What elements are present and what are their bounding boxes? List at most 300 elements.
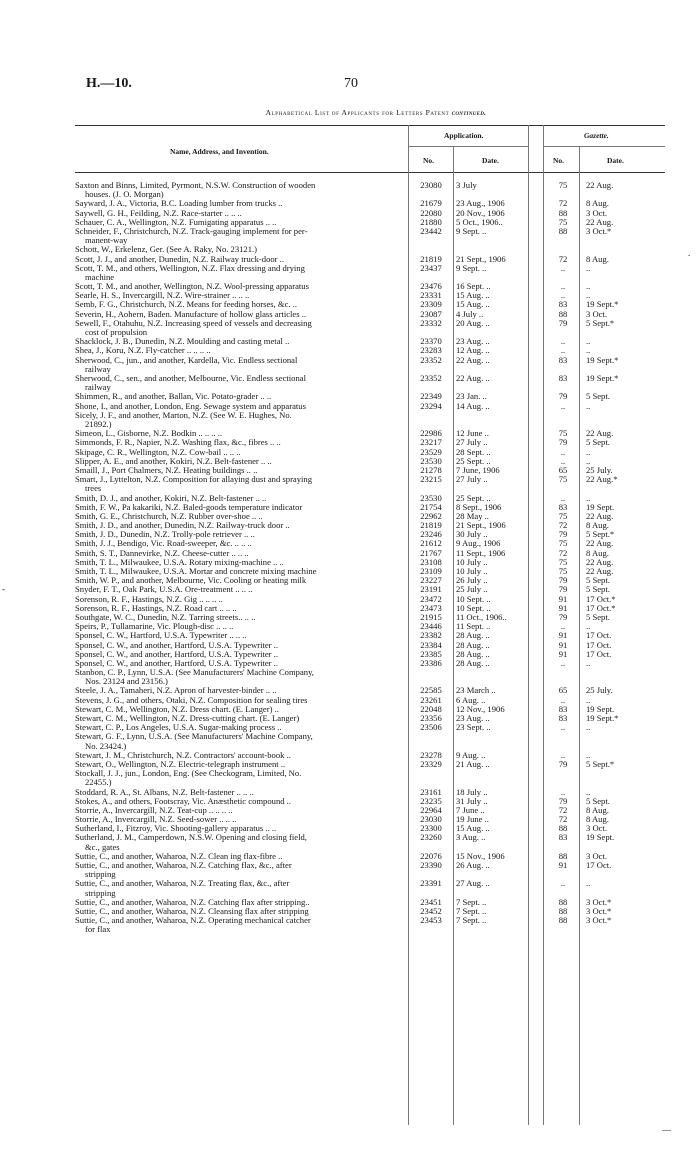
applicant-line: Sorenson, R. F., Hastings, N.Z. Gig .. .. .. .. (75, 593, 223, 604)
application-date: 15 Aug. .. (456, 823, 490, 834)
gazette-date: .. (586, 878, 591, 889)
table-row (0, 227, 700, 245)
application-date: 9 Sept. .. (456, 225, 487, 236)
application-date: 23 Jan. .. (456, 391, 487, 402)
gazette-date: 5 Sept.* (586, 529, 615, 540)
margin-mark: - (2, 584, 5, 594)
applicant-line: Shimmen, R., and another, Ballan, Vic. Potato-grader .. .. (75, 391, 272, 402)
application-rule (408, 146, 528, 147)
gazette-date: .. (586, 336, 591, 347)
gazette-date: .. (586, 345, 591, 356)
applicant-line-continued: Nos. 23124 and 23156.) (85, 676, 168, 687)
gazette-date: .. (586, 492, 591, 503)
gazette-number: 83 (558, 299, 568, 310)
applicant-line-continued: 22455.) (85, 777, 112, 788)
application-number: 23451 (420, 896, 442, 907)
application-number: 23217 (420, 437, 442, 448)
gazette-date: 19 Sept. (586, 832, 615, 843)
applicant-line: Smith, T. L., Milwaukee, U.S.A. Mortar and concrete mixing machine (75, 566, 317, 576)
application-date: 10 July .. (456, 556, 488, 567)
applicant-line: Stewart, O., Wellington, N.Z. Electric-telegraph instrument .. (75, 758, 286, 769)
application-date: 27 July .. (456, 474, 488, 485)
gazette-number: 75 (558, 510, 568, 521)
gazette-date: 3 Oct. (586, 207, 608, 218)
application-date: 25 July .. (456, 584, 488, 595)
gazette-date: 5 Sept. (586, 795, 610, 806)
gazette-date: 8 Aug. (586, 253, 609, 264)
application-number: 23030 (420, 814, 442, 825)
application-number: 22080 (420, 207, 442, 218)
application-number: 23161 (420, 786, 442, 797)
gazette-number: 88 (558, 850, 568, 861)
gazette-number: 75 (558, 216, 568, 227)
gazette-number: 79 (558, 317, 568, 328)
gazette-number: 83 (558, 713, 568, 724)
applicant-line-continued: houses. (J. O. Morgan) (85, 189, 164, 200)
application-date: 19 June .. (456, 814, 489, 825)
gazette-number: .. (560, 657, 566, 668)
application-date: 21 Sept., 1906 (456, 520, 506, 531)
gazette-number: 79 (558, 758, 568, 769)
applicant-line: Sewell, F., Otahuhu, N.Z. Increasing speed of vessels and decreasing (75, 317, 312, 328)
page-header (86, 76, 626, 94)
gazette-number: .. (560, 786, 566, 797)
application-date: 28 Aug. .. (456, 648, 490, 659)
applicant-line: Sherwood, C., sen., and another, Melbourne, Vic. Endless sectional (75, 373, 306, 384)
application-number: 23385 (420, 648, 442, 659)
applicant-line-continued: stripping (85, 869, 116, 880)
gazette-date: 17 Oct. (586, 648, 612, 659)
gazette-number: .. (560, 290, 566, 301)
gazette-number: 79 (558, 611, 568, 622)
gazette-number: 88 (558, 915, 568, 926)
application-number: 23382 (420, 630, 442, 641)
gazette-number: 75 (558, 474, 568, 485)
application-date: 26 Aug. .. (456, 860, 490, 871)
applicant-line: Searle, H. S., Invercargill, N.Z. Wire-strainer .. .. .. (75, 290, 250, 301)
gazette-date: 3 Oct.* (586, 896, 612, 907)
applicant-entry (75, 181, 403, 199)
application-number: 23329 (420, 758, 442, 769)
header-top-rule (75, 125, 665, 126)
gazette-date: 8 Aug. (586, 198, 609, 209)
applicant-line-continued: railway (85, 363, 111, 374)
gazette-date: 5 Sept.* (586, 317, 615, 328)
column-gazette: Gazette. (584, 131, 609, 140)
application-number: 23283 (420, 345, 442, 356)
table-row (0, 356, 700, 374)
gazette-number: 83 (558, 703, 568, 714)
page-title (86, 108, 666, 117)
gazette-date: 8 Aug. (586, 547, 609, 558)
application-number: 21915 (420, 611, 442, 622)
applicant-line: Simeon, L., Gisborne, N.Z. Bodkin .. .. .. .. (75, 428, 223, 439)
gazette-date: 22 Aug. (586, 180, 614, 190)
table-row (0, 264, 700, 282)
application-number: 23294 (420, 400, 442, 411)
applicant-line: Storrie, A., Invercargill, N.Z. Seed-sower .. .. .. (75, 814, 237, 825)
application-number: 23108 (420, 556, 442, 567)
applicant-line: Stokes, A., and others, Footscray, Vic. Anæsthetic compound .. (75, 795, 291, 806)
application-date: 23 Sept. .. (456, 722, 491, 733)
gazette-number: .. (560, 262, 566, 273)
applicant-line: Smith, F. W., Pa kakariki, N.Z. Baled-goods temperature indicator (75, 501, 303, 512)
application-date: 27 July .. (456, 437, 488, 448)
gazette-number: 91 (558, 602, 568, 613)
gazette-number: .. (560, 345, 566, 356)
gazette-date: 25 July. (586, 464, 613, 475)
application-number: 23087 (420, 308, 442, 319)
table-row (0, 374, 700, 392)
gazette-number: 83 (558, 373, 568, 384)
applicant-line: Smith, D. J., and another, Kokiri, N.Z. Belt-fastener .. .. (75, 492, 267, 503)
application-number: 23390 (420, 860, 442, 871)
application-date: 7 Sept. .. (456, 915, 487, 926)
gazette-date: 22 Aug. (586, 510, 614, 521)
applicant-entry (75, 475, 403, 493)
application-date: 11 Sept., 1906 (456, 547, 506, 558)
applicant-line: Sponsel, C. W., and another, Hartford, U.S.A. Typewriter .. (75, 657, 278, 668)
gazette-number: 88 (558, 207, 568, 218)
applicant-line: Sponsel, C. W., and another, Hartford, U.S.A. Typewriter .. (75, 639, 278, 650)
title-text: Alphabetical List of Applicants for Letters Patent (265, 108, 450, 117)
gazette-number: 91 (558, 639, 568, 650)
applicant-line: Suttie, C., and another, Waharoa, N.Z. Treating flax, &c., after (75, 878, 290, 889)
gazette-number: .. (560, 446, 566, 457)
application-number: 21754 (420, 501, 442, 512)
application-number: 23476 (420, 281, 442, 292)
gazette-date: 19 Sept. (586, 703, 615, 714)
application-number: 23261 (420, 694, 442, 705)
applicant-line-continued: &c., gates (85, 841, 120, 852)
application-number: 21767 (420, 547, 442, 558)
gazette-number: 75 (558, 428, 568, 439)
applicant-line: Stockall, J. J., jun., London, Eng. (See Checkogram, Limited, No. (75, 768, 302, 779)
applicant-line: Sherwood, C., jun., and another, Kardella, Vic. Endless sectional (75, 354, 298, 365)
application-date: 7 Sept. .. (456, 906, 487, 917)
gazette-number: 72 (558, 253, 568, 264)
application-number: 21612 (420, 538, 442, 549)
application-date: 15 Aug. .. (456, 299, 490, 310)
gazette-number: .. (560, 400, 566, 411)
table-row (0, 732, 700, 750)
application-number: 23452 (420, 906, 442, 917)
applicant-line: Scott, T. M., and others, Wellington, N.Z. Flax dressing and drying (75, 262, 305, 273)
gazette-number: 91 (558, 630, 568, 641)
application-date: 23 Aug. .. (456, 336, 490, 347)
document-reference: H.—10. (86, 76, 132, 91)
gazette-number: 88 (558, 896, 568, 907)
applicant-line-continued: railway (85, 382, 111, 393)
gazette-date: 19 Sept.* (586, 354, 619, 365)
application-number: 23352 (420, 373, 442, 384)
application-date: 10 Sept. .. (456, 593, 491, 604)
applicant-line: Suttie, C., and another, Waharoa, N.Z. Clean ing flax-fibre .. (75, 850, 283, 861)
application-number: 21880 (420, 216, 442, 227)
application-date: 9 Aug. .. (456, 749, 486, 760)
gazette-date: 3 Oct.* (586, 906, 612, 917)
table-row (0, 833, 700, 851)
applicant-line: Sutherland, I., Fitzroy, Vic. Shooting-gallery apparatus .. .. (75, 823, 277, 834)
application-number: 23356 (420, 713, 442, 724)
column-name: Name, Address, and Invention. (170, 147, 269, 156)
application-date: 11 Oct., 1906.. (456, 611, 507, 622)
application-date: 20 Aug. .. (456, 317, 490, 328)
applicant-line: Stewart, G. F., Lynn, U.S.A. (See Manufacturers' Machine Company, (75, 731, 313, 742)
application-number: 23446 (420, 621, 442, 632)
gazette-date: 22 Aug.* (586, 474, 618, 485)
gazette-date: 19 Sept. (586, 501, 615, 512)
application-number: 23453 (420, 915, 442, 926)
page-number: 70 (344, 76, 358, 91)
application-number: 23278 (420, 749, 442, 760)
application-date: 20 Nov., 1906 (456, 207, 505, 218)
gazette-number: 72 (558, 198, 568, 209)
applicant-line: Scott, T. M., and another, Wellington, N.Z. Wool-pressing apparatus (75, 281, 309, 292)
application-number: 23215 (420, 474, 442, 485)
application-date: 30 July .. (456, 529, 488, 540)
application-number: 23370 (420, 336, 442, 347)
gazette-date: 22 Aug. (586, 428, 614, 439)
applicant-line: Smaill, J., Port Chalmers, N.Z. Heating buildings .. .. (75, 464, 258, 475)
gazette-number: 79 (558, 795, 568, 806)
applicant-line: Suttie, C., and another, Waharoa, N.Z. Catching flax after stripping.. (75, 896, 310, 907)
applicant-entry (75, 916, 403, 934)
gazette-date: 5 Sept. (586, 575, 610, 586)
application-date: 5 Oct., 1906.. (456, 216, 503, 227)
gazette-date: 19 Sept.* (586, 713, 619, 724)
gazette-date: 5 Sept.* (586, 758, 615, 769)
gazette-number: 75 (558, 180, 568, 190)
application-date: 31 July .. (456, 795, 488, 806)
gazette-number: .. (560, 749, 566, 760)
gazette-date: 17 Oct. (586, 630, 612, 641)
applicant-line-continued: manent-way (85, 235, 128, 246)
gazette-date: 22 Aug. (586, 556, 614, 567)
application-date: 8 Sept., 1906 (456, 501, 502, 512)
applicant-entry (75, 411, 403, 429)
applicant-line: Sorenson, R. F., Hastings, N.Z. Road cart .. .. .. (75, 602, 237, 613)
gazette-number: 72 (558, 520, 568, 531)
column-app-no: No. (423, 156, 435, 165)
application-date: 16 Sept. .. (456, 281, 491, 292)
application-number: 22986 (420, 428, 442, 439)
applicant-line: Suttie, C., and another, Waharoa, N.Z. Catching flax, &c., after (75, 860, 292, 871)
gazette-number: .. (560, 455, 566, 466)
gazette-date: .. (586, 281, 591, 292)
gazette-date: 5 Sept. (586, 584, 610, 595)
application-number: 21819 (420, 520, 442, 531)
application-number: 23442 (420, 225, 442, 236)
applicant-line: Semb, F. G., Christchurch, N.Z. Means for feeding horses, &c. .. (75, 299, 297, 310)
gazette-date: 8 Aug. (586, 814, 609, 825)
applicant-line: Smith, T. L., Milwaukee, U.S.A. Rotary mixing-machine .. .. (75, 556, 284, 567)
applicant-line: Shone, I., and another, London, Eng. Sewage system and apparatus (75, 400, 306, 411)
applicants-table (0, 181, 700, 935)
application-date: 6 Aug. .. (456, 694, 486, 705)
gazette-date: .. (586, 657, 591, 668)
gazette-date: .. (586, 446, 591, 457)
application-date: 28 May .. (456, 510, 489, 521)
gazette-date: .. (586, 749, 591, 760)
gazette-number: 72 (558, 547, 568, 558)
application-number: 23386 (420, 657, 442, 668)
application-number: 23473 (420, 602, 442, 613)
applicant-line: Sponsel, C. W., Hartford, U.S.A. Typewriter .. .. .. (75, 630, 247, 641)
gazette-date: .. (586, 694, 591, 705)
application-date: 26 July .. (456, 575, 488, 586)
gazette-number: 65 (558, 685, 568, 696)
applicant-line: Storrie, A., Invercargill, N.Z. Teat-cup .. .. .. .. (75, 804, 233, 815)
gazette-number: 83 (558, 501, 568, 512)
applicant-entry (75, 356, 403, 374)
application-date: 23 Aug. .. (456, 713, 490, 724)
application-number: 23309 (420, 299, 442, 310)
gazette-number: 91 (558, 860, 568, 871)
applicant-line: Simmonds, F. R., Napier, N.Z. Washing flax, &c., fibres .. .. (75, 437, 281, 448)
gazette-number: 91 (558, 593, 568, 604)
applicant-line: Stevens, J. G., and others, Otaki, N.Z. Composition for sealing tires (75, 694, 308, 705)
application-date: 9 Sept. .. (456, 262, 487, 273)
gazette-date: .. (586, 400, 591, 411)
gazette-date: 3 Oct. (586, 850, 608, 861)
application-number: 23080 (420, 180, 442, 190)
application-date: 3 July (456, 180, 477, 190)
gazette-number: 72 (558, 814, 568, 825)
gazette-number: 75 (558, 566, 568, 576)
gazette-date: 8 Aug. (586, 804, 609, 815)
application-date: 11 Sept. .. (456, 621, 491, 632)
applicant-line: Suttie, C., and another, Waharoa, N.Z. Operating mechanical catcher (75, 915, 311, 926)
applicant-line: Smith, S. T., Dannevirke, N.Z. Cheese-cutter .. .. .. (75, 547, 249, 558)
application-date: 22 Aug. .. (456, 354, 490, 365)
column-gazette-date: Date. (607, 156, 624, 165)
applicant-line-continued: stripping (85, 887, 116, 898)
application-number: 23227 (420, 575, 442, 586)
applicant-line: Schott, W., Erkelenz, Ger. (See A. Raky, No. 23121.) (75, 244, 258, 255)
applicant-line: Smith, G. E., Christchurch, N.Z. Rubber over-shoe .. .. (75, 510, 263, 521)
gazette-number: .. (560, 281, 566, 292)
gazette-date: 19 Sept.* (586, 373, 619, 384)
gazette-number: 75 (558, 538, 568, 549)
gazette-number: 88 (558, 225, 568, 236)
table-row (0, 861, 700, 879)
gazette-number: .. (560, 492, 566, 503)
gazette-date: 22 Aug. (586, 566, 614, 576)
applicant-line: Southgate, W. C., Dunedin, N.Z. Tarring streets.. .. .. (75, 611, 256, 622)
applicant-line: Schneider, F., Christchurch, N.Z. Track-gauging implement for per- (75, 225, 308, 236)
gazette-number: .. (560, 878, 566, 889)
gazette-number: 88 (558, 906, 568, 917)
application-date: 10 Sept. .. (456, 602, 491, 613)
applicant-line: Sayward, J. A., Victoria, B.C. Loading lumber from trucks .. (75, 198, 283, 209)
applicant-line: Shacklock, J. B., Dunedin, N.Z. Moulding and casting metal .. (75, 336, 290, 347)
table-row (0, 668, 700, 686)
applicant-line-continued: cost of propulsion (85, 327, 148, 338)
applicant-line: Smith, J. D., Dunedin, N.Z. Trolly-pole retriever .. .. (75, 529, 255, 540)
application-number: 23300 (420, 823, 442, 834)
gazette-date: 22 Aug. (586, 538, 614, 549)
gazette-date: .. (586, 786, 591, 797)
application-number: 23530 (420, 492, 442, 503)
application-number: 23529 (420, 446, 442, 457)
gazette-date: 17 Oct.* (586, 593, 616, 604)
gazette-date: 3 Oct. (586, 308, 608, 319)
column-application: Application. (444, 131, 484, 140)
gazette-date: 17 Oct. (586, 860, 612, 871)
applicant-line: Sutherland, J. M., Camperdown, N.S.W. Opening and closing field, (75, 832, 307, 843)
title-suffix: continued. (451, 108, 487, 117)
applicant-entry (75, 227, 403, 245)
table-row (0, 879, 700, 897)
gazette-date: 17 Oct. (586, 639, 612, 650)
application-date: 28 Aug. .. (456, 639, 490, 650)
table-row (0, 916, 700, 934)
application-number: 22585 (420, 685, 442, 696)
applicant-line-continued: 21892.) (85, 418, 112, 429)
application-date: 21 Aug. .. (456, 758, 490, 769)
application-date: 12 Aug. .. (456, 345, 490, 356)
applicant-line-continued: machine (85, 271, 115, 282)
gazette-number: 79 (558, 437, 568, 448)
application-date: 7 June, 1906 (456, 464, 500, 475)
applicant-entry (75, 732, 403, 750)
application-number: 23332 (420, 317, 442, 328)
gazette-number: 91 (558, 648, 568, 659)
gazette-date: 5 Sept. (586, 611, 610, 622)
application-number: 23235 (420, 795, 442, 806)
applicant-line: Smart, J., Lyttelton, N.Z. Composition for allaying dust and spraying (75, 474, 313, 485)
application-number: 23391 (420, 878, 442, 889)
column-app-date: Date. (482, 156, 499, 165)
table-row (0, 475, 700, 493)
applicant-line: Slipper, A. E., and another, Kokiri, N.Z. Belt-fastener .. .. (75, 455, 272, 466)
application-date: 28 Aug. .. (456, 657, 490, 668)
application-number: 23352 (420, 354, 442, 365)
applicant-line: Stanbon, C. P., Lynn, U.S.A. (See Manufacturers' Machine Company, (75, 667, 314, 678)
table-row (0, 411, 700, 429)
application-date: 12 Nov., 1906 (456, 703, 505, 714)
application-date: 7 June .. (456, 804, 485, 815)
gazette-number: .. (560, 722, 566, 733)
gazette-date: .. (586, 455, 591, 466)
application-date: 23 Aug., 1906 (456, 198, 505, 209)
applicant-line: Scott, J. J., and another, Dunedin, N.Z. Railway truck-door .. (75, 253, 284, 264)
application-number: 23260 (420, 832, 442, 843)
application-date: 25 Sept. .. (456, 455, 491, 466)
application-date: 4 July .. (456, 308, 484, 319)
margin-mark: . (688, 248, 691, 258)
gazette-number: 75 (558, 556, 568, 567)
gazette-date: 25 July. (586, 685, 613, 696)
gazette-date: 8 Aug. (586, 520, 609, 531)
applicant-line: Stewart, J. M., Christchurch, N.Z. Contractors' account-book .. (75, 749, 291, 760)
gazette-date: 3 Oct.* (586, 915, 612, 926)
gazette-date: 3 Oct. (586, 823, 608, 834)
application-date: 12 June .. (456, 428, 489, 439)
gazette-number: 79 (558, 575, 568, 586)
application-number: 21278 (420, 464, 442, 475)
application-date: 14 Aug. .. (456, 400, 490, 411)
application-date: 7 Sept. .. (456, 896, 487, 907)
gazette-number: .. (560, 694, 566, 705)
applicant-entry (75, 861, 403, 879)
applicant-line: Stoddard, R. A., St. Albans, N.Z. Belt-fastener .. .. .. (75, 786, 254, 797)
gazette-date: .. (586, 290, 591, 301)
applicant-entry (75, 319, 403, 337)
margin-mark: — (662, 1125, 671, 1135)
gazette-date: .. (586, 621, 591, 632)
